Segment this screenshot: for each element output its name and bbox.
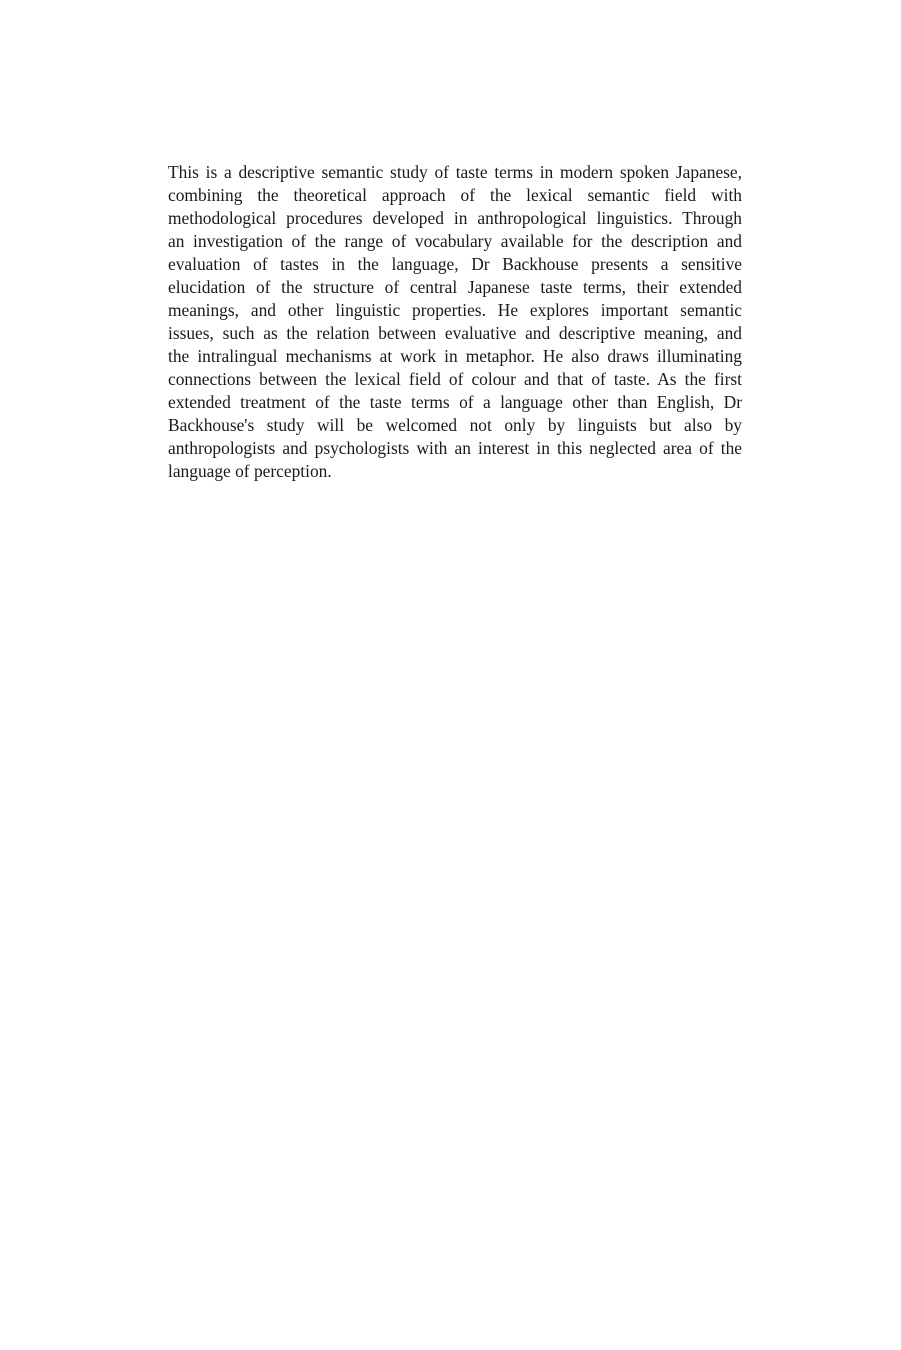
description-line: This is a descriptive semantic study of taste terms in modern spoken Japanese, <box>168 162 742 182</box>
description-line: an investigation of the range of vocabulary available for the description and <box>168 231 742 251</box>
description-line: issues, such as the relation between evaluative and descriptive meaning, and <box>168 323 742 343</box>
description-line: connections between the lexical field of colour and that of taste. As the first <box>168 369 742 389</box>
description-line: anthropologists and psychologists with an interest in this neglected area of the <box>168 438 742 458</box>
description-line: meanings, and other linguistic properties. He explores important semantic <box>168 300 742 320</box>
description-line: combining the theoretical approach of the lexical semantic field with <box>168 185 742 205</box>
description-line: methodological procedures developed in anthropological linguistics. Through <box>168 208 742 228</box>
description-line: language of perception. <box>168 461 332 481</box>
description-line: elucidation of the structure of central Japanese taste terms, their extended <box>168 277 742 297</box>
description-line: Backhouse's study will be welcomed not only by linguists but also by <box>168 415 742 435</box>
description-line: evaluation of tastes in the language, Dr Backhouse presents a sensitive <box>168 254 742 274</box>
description-line: the intralingual mechanisms at work in metaphor. He also draws illuminating <box>168 346 742 366</box>
book-description <box>168 161 742 483</box>
description-line: extended treatment of the taste terms of a language other than English, Dr <box>168 392 742 412</box>
